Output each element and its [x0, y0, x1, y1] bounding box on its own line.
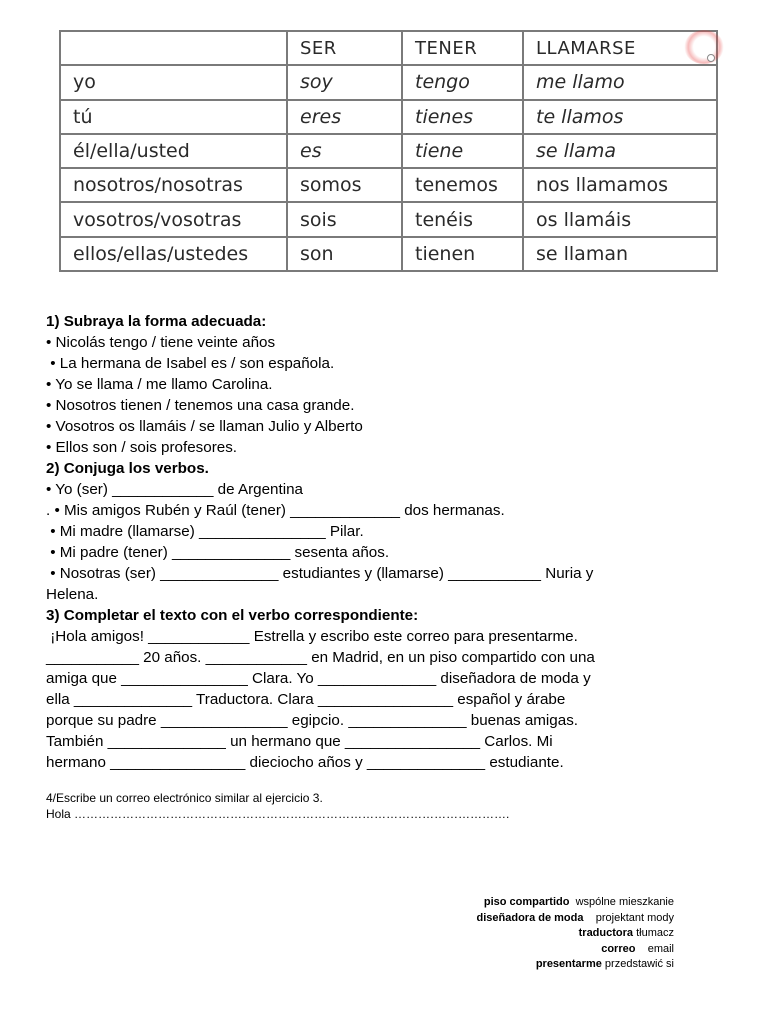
pronoun-cell: él/ella/usted: [60, 134, 287, 168]
llamarse-cell: se llama: [523, 134, 717, 168]
exercise-3-line: También ______________ un hermano que ________________ Carlos. Mi: [46, 733, 553, 750]
tener-cell: tengo: [402, 65, 523, 99]
glossary-entry: [477, 942, 674, 958]
pronoun-cell: vosotros/vosotras: [60, 202, 287, 236]
exercise-1-item: • La hermana de Isabel es / son española.: [46, 355, 335, 372]
table-header-cell: TENER: [402, 31, 523, 65]
tener-cell: tenéis: [402, 202, 523, 236]
llamarse-cell: te llamos: [523, 100, 717, 134]
exercise-1-title: 1) Subraya la forma adecuada:: [46, 313, 267, 330]
ser-cell: soy: [287, 65, 402, 99]
glossary-term: diseñadora de moda: [476, 911, 584, 924]
table-header-cell: [60, 31, 287, 65]
pronoun-cell: yo: [60, 65, 287, 99]
conjugation-table: [59, 30, 718, 272]
table-header-row: [60, 31, 717, 65]
exercise-1-item: • Ellos son / sois profesores.: [46, 439, 238, 456]
exercise-2-item: • Mi padre (tener) ______________ sesenta años.: [46, 544, 390, 561]
table-header-cell: LLAMARSE: [523, 31, 717, 65]
exercise-2-item: • Mi madre (llamarse) _______________ Pilar.: [46, 523, 364, 540]
table-row: [60, 65, 717, 99]
exercise-4-title: 4/Escribe un correo electrónico similar al ejercicio 3.: [46, 791, 323, 805]
ser-cell: sois: [287, 202, 402, 236]
pronoun-cell: tú: [60, 100, 287, 134]
pronoun-cell: nosotros/nosotras: [60, 168, 287, 202]
exercise-1-item: • Yo se llama / me llamo Carolina.: [46, 376, 273, 393]
exercise-3-line: hermano ________________ dieciocho años y ______________ estudiante.: [46, 754, 564, 771]
table-row: [60, 100, 717, 134]
glossary-translation: projektant mody: [595, 911, 674, 924]
glossary-term: presentarme: [535, 958, 602, 970]
glossary-translation: tłumacz: [636, 927, 674, 939]
tener-cell: tenemos: [402, 168, 523, 202]
llamarse-cell: me llamo: [523, 65, 717, 99]
exercise-3-line: ___________ 20 años. ____________ en Madrid, en un piso compartido con una: [46, 649, 595, 666]
exercise-2-item: • Yo (ser) ____________ de Argentina: [46, 481, 303, 498]
glossary-translation: przedstawić si: [604, 958, 674, 970]
exercise-3-line: porque su padre _______________ egipcio. ______________ buenas amigas.: [46, 712, 579, 729]
pronoun-cell: ellos/ellas/ustedes: [60, 237, 287, 271]
exercise-1-item: • Vosotros os llamáis / se llaman Julio y Alberto: [46, 418, 363, 435]
glossary-translation: email: [647, 942, 674, 955]
red-circle-mark: [684, 30, 724, 64]
glossary-term: piso compartido: [483, 896, 570, 908]
exercises-section: [46, 311, 662, 773]
glossary-entry: [477, 926, 674, 942]
table-row: [60, 134, 717, 168]
exercise-3-line: ella ______________ Traductora. Clara ________________ español y árabe: [46, 691, 566, 708]
llamarse-cell: os llamáis: [523, 202, 717, 236]
glossary-translation: wspólne mieszkanie: [575, 896, 674, 908]
exercise-3-title: 3) Completar el texto con el verbo correspondiente:: [46, 607, 419, 624]
exercise-4-answer-line: Hola ……………………………………………………………………………………………….: [46, 807, 510, 821]
ser-cell: eres: [287, 100, 402, 134]
exercise-1-item: • Nicolás tengo / tiene veinte años: [46, 334, 276, 351]
ser-cell: somos: [287, 168, 402, 202]
exercise-3-line: ¡Hola amigos! ____________ Estrella y escribo este correo para presentarme.: [46, 628, 578, 645]
table-row: [60, 237, 717, 271]
llamarse-cell: nos llamamos: [523, 168, 717, 202]
exercise-2-item: . • Mis amigos Rubén y Raúl (tener) _____________ dos hermanas.: [46, 502, 505, 519]
tener-cell: tiene: [402, 134, 523, 168]
glossary-term: correo: [601, 942, 636, 955]
exercise-2-item: Helena.: [46, 586, 99, 603]
table-header-cell: SER: [287, 31, 402, 65]
table-row: [60, 168, 717, 202]
glossary: [477, 895, 674, 973]
glossary-entry: [477, 911, 674, 927]
tener-cell: tienen: [402, 237, 523, 271]
llamarse-cell: se llaman: [523, 237, 717, 271]
exercise-3-line: amiga que _______________ Clara. Yo ______________ diseñadora de moda y: [46, 670, 591, 687]
ser-cell: son: [287, 237, 402, 271]
exercise-2-item: • Nosotras (ser) ______________ estudiantes y (llamarse) ___________ Nuria y: [46, 565, 594, 582]
exercise-1-item: • Nosotros tienen / tenemos una casa grande.: [46, 397, 355, 414]
exercise-4-section: [46, 790, 666, 822]
table-row: [60, 202, 717, 236]
tener-cell: tienes: [402, 100, 523, 134]
circle-dot-mark: [707, 54, 715, 62]
glossary-entry: [477, 895, 674, 911]
glossary-entry: [477, 957, 674, 973]
glossary-term: traductora: [578, 927, 634, 939]
ser-cell: es: [287, 134, 402, 168]
exercise-2-title: 2) Conjuga los verbos.: [46, 460, 209, 477]
